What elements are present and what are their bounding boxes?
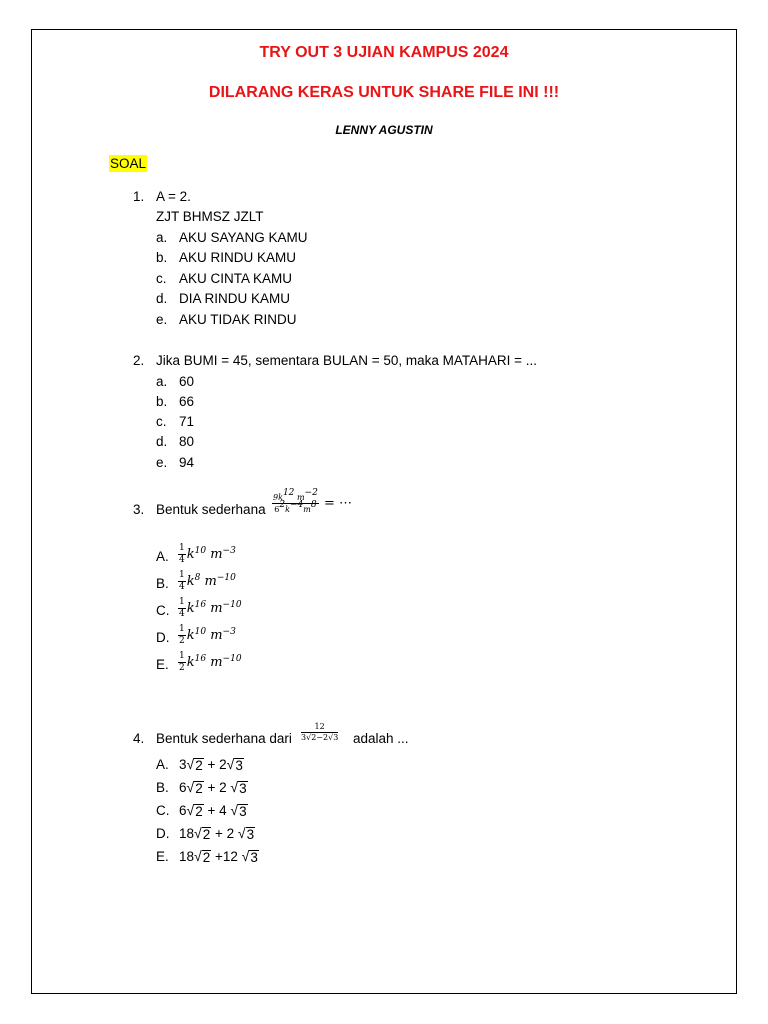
q1-option-letter: c. xyxy=(156,271,167,286)
q3-option-letter: A. xyxy=(156,549,169,564)
q3-den-m: m xyxy=(303,505,311,514)
q3-option-m-exponent: −10 xyxy=(222,654,242,664)
q3-number: 3. xyxy=(133,502,145,517)
q2-option-letter: b. xyxy=(156,394,168,409)
q3-equals-tail: = ⋯ xyxy=(323,496,352,511)
q4-option-letter: E. xyxy=(156,849,169,864)
q2-option-text: 80 xyxy=(179,434,195,449)
q4-text: Bentuk sederhana dari xyxy=(156,731,292,746)
q3-option-k-exponent: 8 xyxy=(194,573,201,583)
q2-text: Jika BUMI = 45, sementara BULAN = 50, maka MATAHARI = ... xyxy=(156,353,538,368)
q3-option-fraction-den: 4 xyxy=(179,609,185,619)
q4-tail: adalah ... xyxy=(353,731,409,746)
sqrt-symbol: √ 2 xyxy=(194,825,211,842)
q4-option-operator: + 4 xyxy=(203,803,231,818)
q3-option-fraction-num: 1 xyxy=(179,651,185,661)
q1-number: 1. xyxy=(133,189,145,204)
q3-option-expression: $\frac{1}{2}$ $k^{16}$ $m^{-10}$ xyxy=(179,651,242,673)
q4-option-expression xyxy=(179,848,259,865)
q4-option-operator: + 2 xyxy=(203,780,231,795)
q3-option-fraction-den: 2 xyxy=(179,636,185,646)
q4-option-coef: 6 xyxy=(179,803,187,818)
q4-option-expression xyxy=(179,802,248,819)
q3-option-letter: E. xyxy=(156,657,169,672)
q4-option-letter: B. xyxy=(156,780,169,795)
q4-option-radicand: 2 xyxy=(202,827,211,842)
q4-option-radicand: 3 xyxy=(246,827,255,842)
q4-fraction-wrap xyxy=(300,722,339,742)
sqrt-symbol: √ 3 xyxy=(241,848,258,865)
q3-option-k-exponent: 16 xyxy=(194,654,207,664)
sqrt-symbol: √ 2 xyxy=(186,779,203,796)
q3-option-m-exponent: −3 xyxy=(222,546,236,556)
q3-option-fraction-den: 4 xyxy=(179,582,185,592)
q1-option-letter: d. xyxy=(156,291,168,306)
q3-option-k-exponent: 10 xyxy=(194,627,207,637)
q4-option-coef: 18 xyxy=(179,826,195,841)
q3-option-fraction-num: 1 xyxy=(179,597,185,607)
q1-option-text: DIA RINDU KAMU xyxy=(179,291,291,306)
sqrt-symbol: √ 3 xyxy=(230,779,247,796)
sqrt-symbol: √ 2 xyxy=(186,802,203,819)
q3-fraction-denominator xyxy=(272,500,319,514)
q4-option-radicand: 3 xyxy=(250,850,258,865)
sqrt-symbol: √ 3 xyxy=(237,825,255,842)
sqrt-symbol: √ 2 xyxy=(186,756,203,773)
q3-option-fraction-num: 1 xyxy=(179,543,185,553)
q4-option-operator: + 2 xyxy=(203,757,227,772)
q4-option-operator: +12 xyxy=(211,849,242,864)
q4-option-expression xyxy=(179,756,244,773)
author-name: LENNY AGUSTIN xyxy=(335,123,433,137)
q4-den-operator: −2 xyxy=(316,733,329,742)
q3-option-k-exponent: 16 xyxy=(194,600,207,610)
q1-option-letter: e. xyxy=(156,312,168,327)
q4-fraction xyxy=(301,723,338,742)
q4-den-radicand: 3 xyxy=(333,733,339,742)
q3-option-m-exponent: −10 xyxy=(216,573,236,583)
warning-title: DILARANG KERAS UNTUK SHARE FILE INI !!! xyxy=(208,84,560,101)
q3-option-expression: $\frac{1}{2}$ $k^{10}$ $m^{-3}$ xyxy=(179,624,236,646)
q3-fraction xyxy=(272,488,319,514)
q2-option-text: 60 xyxy=(179,374,195,389)
q3-num-m: m xyxy=(296,493,305,502)
q2-option-letter: d. xyxy=(156,434,168,449)
q3-text: Bentuk sederhana xyxy=(156,502,266,517)
q4-option-radicand: 2 xyxy=(195,758,203,773)
q3-option-fraction-den: 2 xyxy=(179,663,185,673)
q3-num-k-exponent: 12 xyxy=(282,488,295,498)
q3-den-k: k xyxy=(285,505,290,514)
q1-option-text: AKU CINTA KAMU xyxy=(179,271,293,286)
section-label-soal: SOAL xyxy=(110,156,147,171)
q4-option-radicand: 2 xyxy=(202,850,211,865)
q4-option-radicand: 3 xyxy=(239,781,247,796)
q4-option-letter: C. xyxy=(156,803,170,818)
q3-option-expression: $\frac{1}{4}$ $k^{10}$ $m^{-3}$ xyxy=(179,543,236,565)
q4-option-coef: 6 xyxy=(179,780,187,795)
q4-number: 4. xyxy=(133,731,145,746)
q4-option-expression xyxy=(179,825,255,842)
document-title: TRY OUT 3 UJIAN KAMPUS 2024 xyxy=(259,44,509,61)
q4-option-letter: D. xyxy=(156,826,170,841)
q1-option-text: AKU RINDU KAMU xyxy=(179,250,297,265)
q2-option-letter: c. xyxy=(156,414,167,429)
q3-num-k: 9k xyxy=(273,493,283,502)
q3-option-m-exponent: −3 xyxy=(222,627,236,637)
q1-option-letter: a. xyxy=(156,230,168,245)
q3-den-base-exponent: 2 xyxy=(279,500,286,510)
q2-option-text: 94 xyxy=(179,455,195,470)
sqrt-symbol: √ 3 xyxy=(226,756,243,773)
q4-option-radicand: 3 xyxy=(235,758,243,773)
q1-option-letter: b. xyxy=(156,250,168,265)
q4-option-coef: 3 xyxy=(179,757,187,772)
q1-option-text: AKU SAYANG KAMU xyxy=(179,230,308,245)
q1-line2: ZJT BHMSZ JZLT xyxy=(156,209,264,224)
sqrt-symbol: √ 3 xyxy=(230,802,247,819)
q4-option-expression xyxy=(179,779,248,796)
q2-option-letter: a. xyxy=(156,374,168,389)
q3-den-k-exponent: −4 xyxy=(289,500,304,510)
q3-option-fraction-num: 1 xyxy=(179,570,185,580)
q2-number: 2. xyxy=(133,353,145,368)
q1-option-text: AKU TIDAK RINDU xyxy=(179,312,297,327)
q3-option-k-exponent: 10 xyxy=(194,546,207,556)
q4-option-radicand: 2 xyxy=(195,781,203,796)
q4-option-coef: 18 xyxy=(179,849,195,864)
q3-option-letter: D. xyxy=(156,630,170,645)
q4-option-letter: A. xyxy=(156,757,169,772)
q4-fraction-numerator: 12 xyxy=(301,723,338,733)
q4-option-radicand: 3 xyxy=(239,804,247,819)
q3-option-letter: B. xyxy=(156,576,169,591)
q3-option-fraction-den: 4 xyxy=(179,555,185,565)
q4-fraction-denominator: 3√2−2√3 xyxy=(301,733,339,742)
q3-option-fraction-num: 1 xyxy=(179,624,185,634)
q2-option-text: 66 xyxy=(179,394,195,409)
q4-den-coef: 3 xyxy=(301,733,307,742)
q3-expression xyxy=(271,488,352,514)
q4-option-operator: + 2 xyxy=(211,826,238,841)
q3-den-m-exponent: 8 xyxy=(310,500,317,510)
q3-option-m-exponent: −10 xyxy=(222,600,242,610)
q2-option-letter: e. xyxy=(156,455,168,470)
q3-den-base: 6 xyxy=(274,505,280,514)
q3-num-m-exponent: −2 xyxy=(304,488,318,498)
q2-option-text: 71 xyxy=(179,414,195,429)
q1-line1: A = 2. xyxy=(156,189,191,204)
q3-option-letter: C. xyxy=(156,603,170,618)
q4-option-radicand: 2 xyxy=(195,804,203,819)
q3-option-expression: $\frac{1}{4}$ $k^8$ $m^{-10}$ xyxy=(179,570,236,592)
sqrt-symbol: √ 2 xyxy=(194,848,211,865)
q4-den-radicand: 2 xyxy=(311,733,317,742)
q3-option-expression: $\frac{1}{4}$ $k^{16}$ $m^{-10}$ xyxy=(179,597,242,619)
